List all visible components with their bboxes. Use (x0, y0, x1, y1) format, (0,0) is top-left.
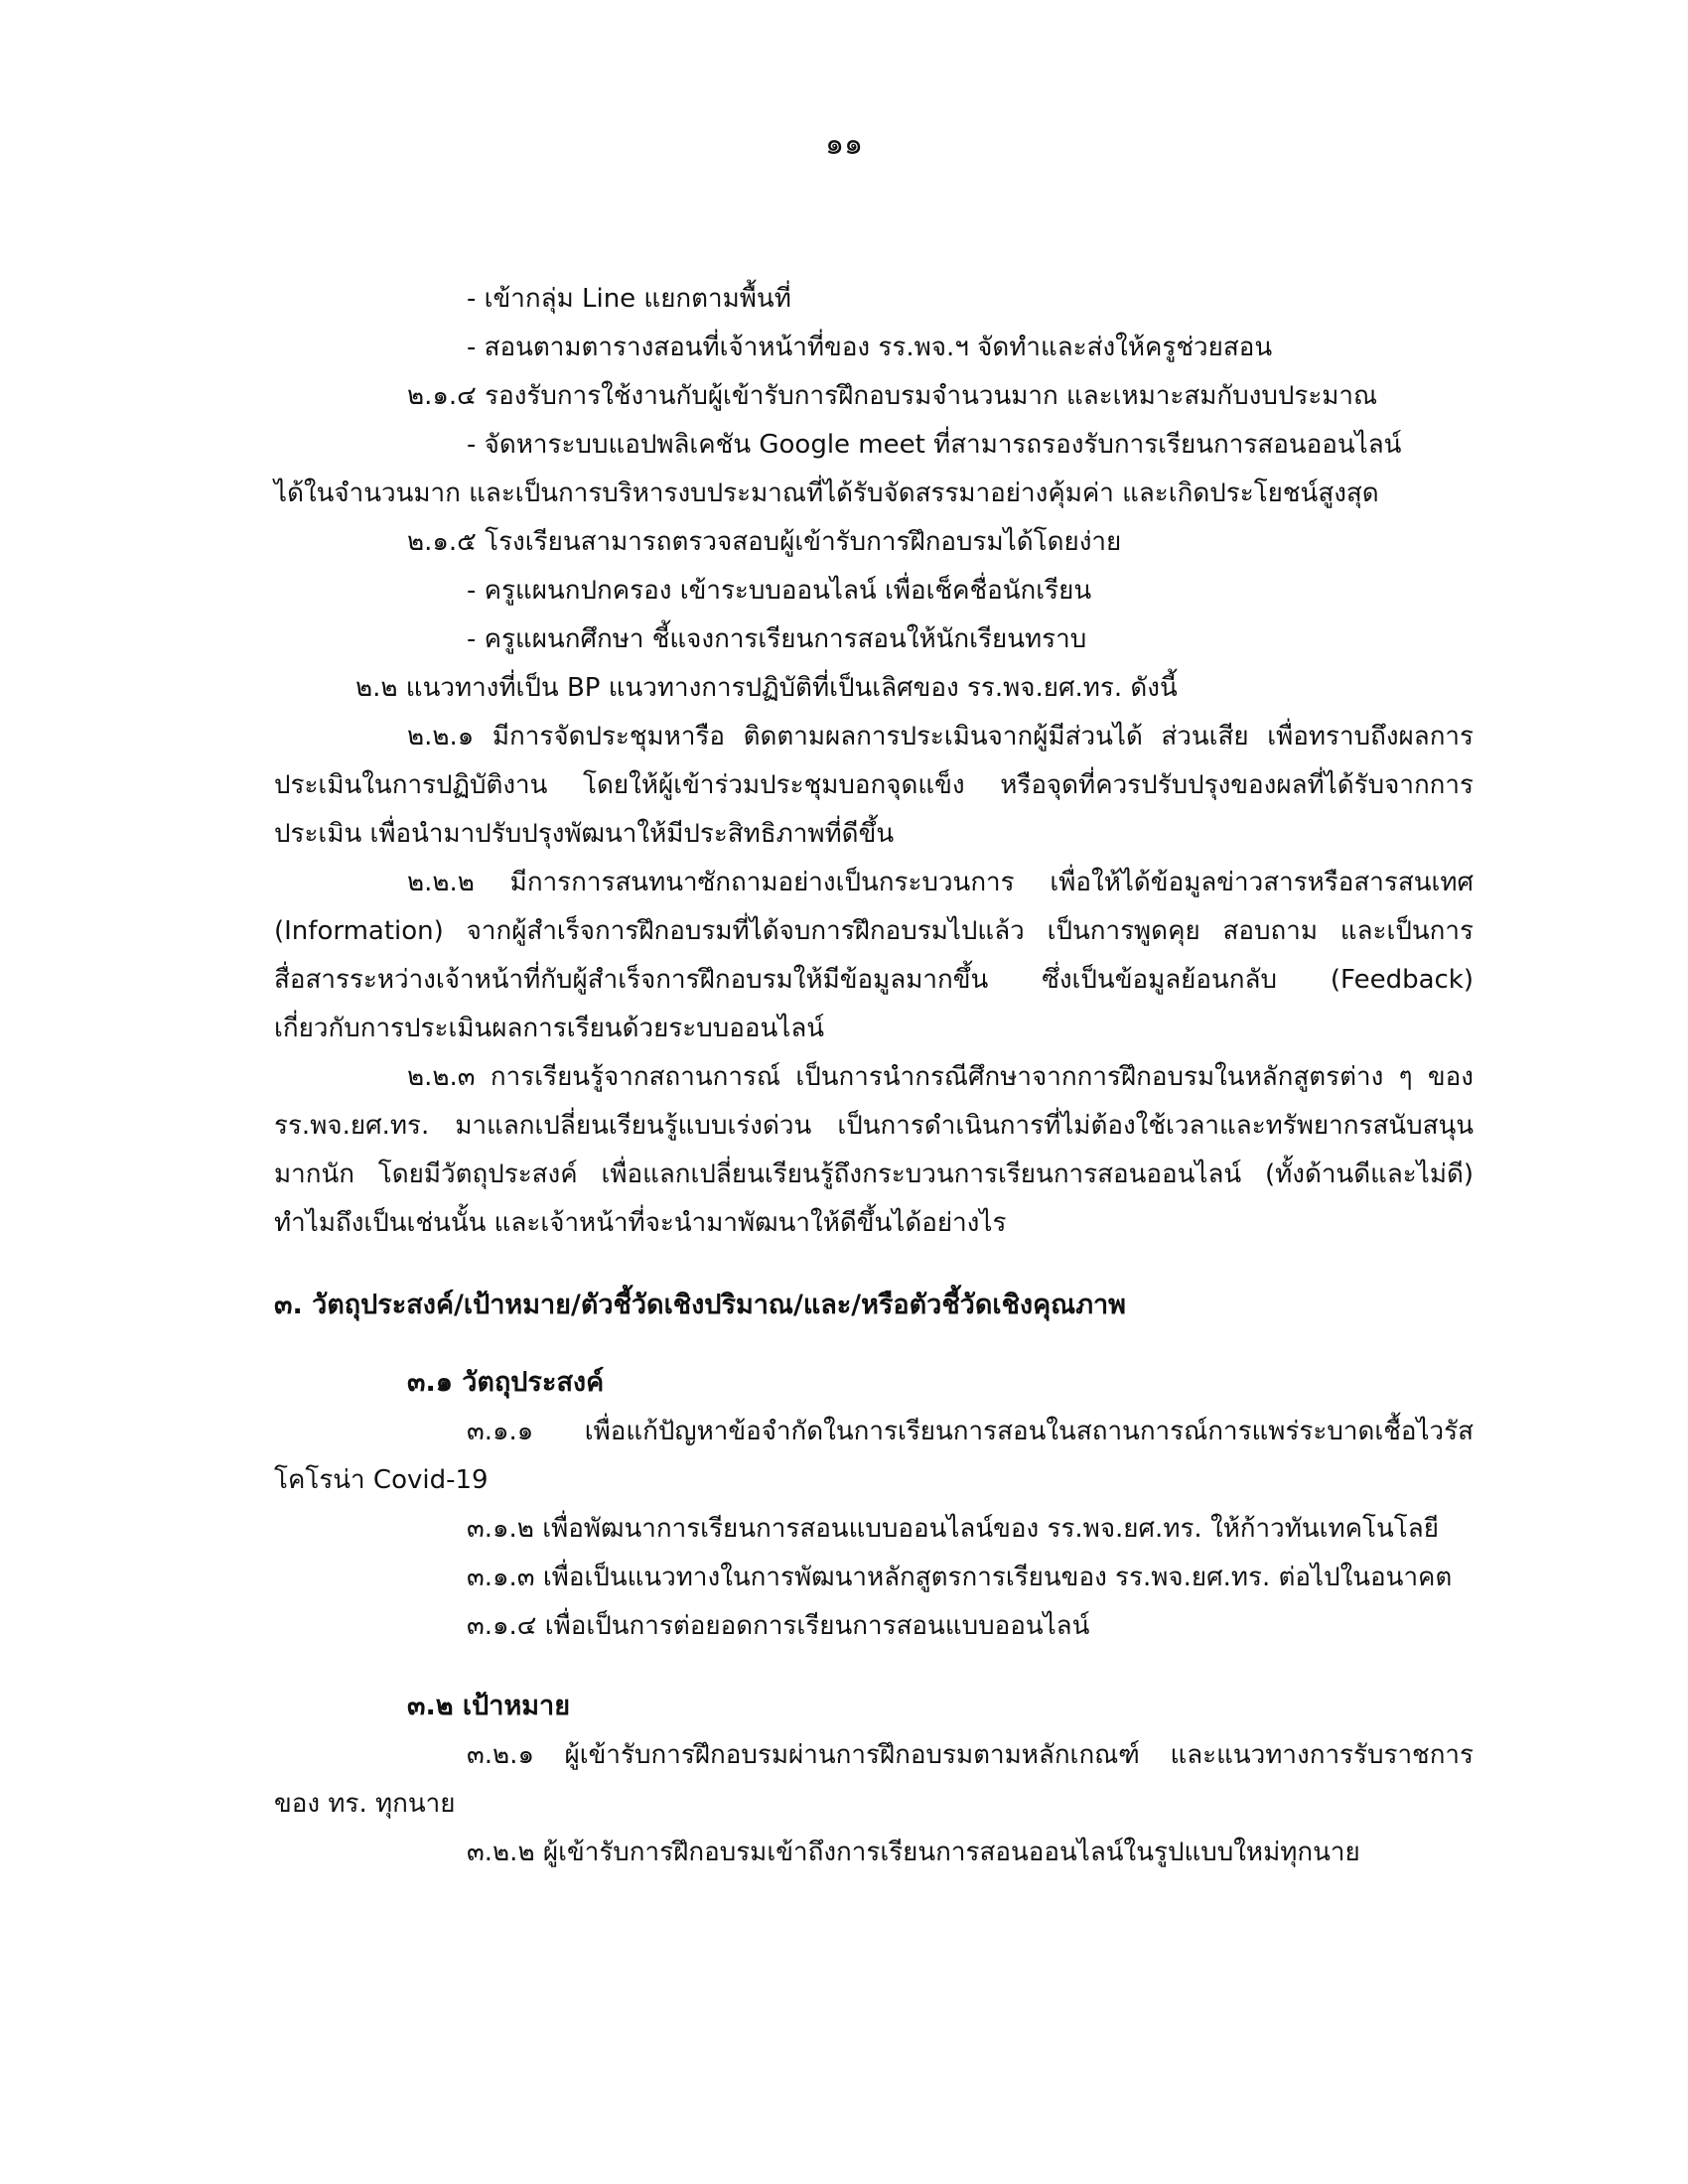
objective-3-1-1-line2: โคโรน่า Covid-19 (274, 1465, 489, 1495)
item-2-2-2-line2: (Information) จากผู้สำเร็จการฝึกอบรมที่ได้จบการฝึกอบรมไปแล้ว เป็นการพูดคุย สอบถาม และเป็นการ (274, 916, 1474, 946)
objective-3-1-4: ๓.๑.๔ เพื่อเป็นการต่อยอดการเรียนการสอนแบบออนไลน์ (467, 1611, 1090, 1641)
goal-3-2-2: ๓.๒.๒ ผู้เข้ารับการฝึกอบรมเข้าถึงการเรียนการสอนออนไลน์ในรูปแบบใหม่ทุกนาย (467, 1838, 1360, 1867)
item-2-2-2-line1: ๒.๒.๒ มีการการสนทนาซักถามอย่างเป็นกระบวนการ เพื่อให้ได้ข้อมูลข่าวสารหรือสารสนเทศ (407, 868, 1474, 897)
item-2-2: ๒.๒ แนวทางที่เป็น BP แนวทางการปฏิบัติที่เป็นเลิศของ รร.พจ.ยศ.ทร. ดังนี้ (355, 673, 1178, 703)
item-2-2-1-line1: ๒.๒.๑ มีการจัดประชุมหารือ ติดตามผลการประเมินจากผู้มีส่วนได้ ส่วนเสีย เพื่อทราบถึงผลการ (407, 722, 1474, 751)
schedule-bullet: - สอนตามตารางสอนที่เจ้าหน้าที่ของ รร.พจ.ฯ จัดทำและส่งให้ครูช่วยสอน (467, 333, 1273, 362)
objectives-heading: ๓.๑ วัตถุประสงค์ (407, 1367, 605, 1398)
goal-3-2-1-line2: ของ ทร. ทุกนาย (274, 1789, 456, 1819)
item-2-1-4: ๒.๑.๔ รองรับการใช้งานกับผู้เข้ารับการฝึกอบรมจำนวนมาก และเหมาะสมกับงบประมาณ (407, 381, 1378, 411)
objective-3-1-2: ๓.๑.๒ เพื่อพัฒนาการเรียนการสอนแบบออนไลน์ของ รร.พจ.ยศ.ทร. ให้ก้าวทันเทคโนโลยี (467, 1514, 1439, 1544)
objective-3-1-3: ๓.๑.๓ เพื่อเป็นแนวทางในการพัฒนาหลักสูตรการเรียนของ รร.พจ.ยศ.ทร. ต่อไปในอนาคต (467, 1563, 1453, 1592)
item-2-1-4-bullet-line2: ได้ในจำนวนมาก และเป็นการบริหารงบประมาณที่ได้รับจัดสรรมาอย่างคุ้มค่า และเกิดประโยชน์สูงสุด (274, 478, 1379, 508)
item-2-2-3-line1: ๒.๒.๓ การเรียนรู้จากสถานการณ์ เป็นการนำกรณีศึกษาจากการฝึกอบรมในหลักสูตรต่าง ๆ ของ (407, 1062, 1474, 1092)
item-2-1-5: ๒.๑.๕ โรงเรียนสามารถตรวจสอบผู้เข้ารับการฝึกอบรมได้โดยง่าย (407, 527, 1122, 557)
page-number: ๑๑ (824, 127, 864, 162)
item-2-1-4-bullet-line1: - จัดหาระบบแอปพลิเคชัน Google meet ที่สามารถรองรับการเรียนการสอนออนไลน์ (467, 430, 1402, 460)
section-3-heading: ๓. วัตถุประสงค์/เป้าหมาย/ตัวชี้วัดเชิงปริมาณ/และ/หรือตัวชี้วัดเชิงคุณภาพ (274, 1290, 1126, 1320)
item-2-2-1-line3: ประเมิน เพื่อนำมาปรับปรุงพัฒนาให้มีประสิทธิภาพที่ดีขึ้น (274, 819, 895, 849)
item-2-2-3-line4: ทำไมถึงเป็นเช่นนั้น และเจ้าหน้าที่จะนำมาพัฒนาให้ดีขึ้นได้อย่างไร (274, 1208, 1007, 1238)
line-group-bullet: - เข้ากลุ่ม Line แยกตามพื้นที่ (467, 284, 791, 314)
item-2-1-5-bullet2: - ครูแผนกศึกษา ชี้แจงการเรียนการสอนให้นักเรียนทราบ (467, 624, 1087, 654)
item-2-2-2-line3: สื่อสารระหว่างเจ้าหน้าที่กับผู้สำเร็จการฝึกอบรมให้มีข้อมูลมากขึ้น ซึ่งเป็นข้อมูลย้อนกลับ (Feedback) (274, 965, 1474, 995)
item-2-2-3-line2: รร.พจ.ยศ.ทร. มาแลกเปลี่ยนเรียนรู้แบบเร่งด่วน เป็นการดำเนินการที่ไม่ต้องใช้เวลาและทรัพยากรสนับสนุน (274, 1111, 1474, 1141)
item-2-2-2-line4: เกี่ยวกับการประเมินผลการเรียนด้วยระบบออนไลน์ (274, 1014, 825, 1043)
item-2-2-1-line2: ประเมินในการปฏิบัติงาน โดยให้ผู้เข้าร่วมประชุมบอกจุดแข็ง หรือจุดที่ควรปรับปรุงของผลที่ได้รับจากการ (274, 770, 1474, 800)
goals-heading: ๓.๒ เป้าหมาย (407, 1691, 571, 1721)
objective-3-1-1-line1: ๓.๑.๑ เพื่อแก้ปัญหาข้อจำกัดในการเรียนการสอนในสถานการณ์การแพร่ระบาดเชื้อไวรัส (467, 1417, 1474, 1446)
item-2-2-3-line3: มากนัก โดยมีวัตถุประสงค์ เพื่อแลกเปลี่ยนเรียนรู้ถึงกระบวนการเรียนการสอนออนไลน์ (ทั้งด้านดีและไม่ดี) (274, 1160, 1474, 1189)
goal-3-2-1-line1: ๓.๒.๑ ผู้เข้ารับการฝึกอบรมผ่านการฝึกอบรมตามหลักเกณฑ์ และแนวทางการรับราชการ (467, 1740, 1474, 1770)
item-2-1-5-bullet1: - ครูแผนกปกครอง เข้าระบบออนไลน์ เพื่อเช็คชื่อนักเรียน (467, 576, 1092, 606)
